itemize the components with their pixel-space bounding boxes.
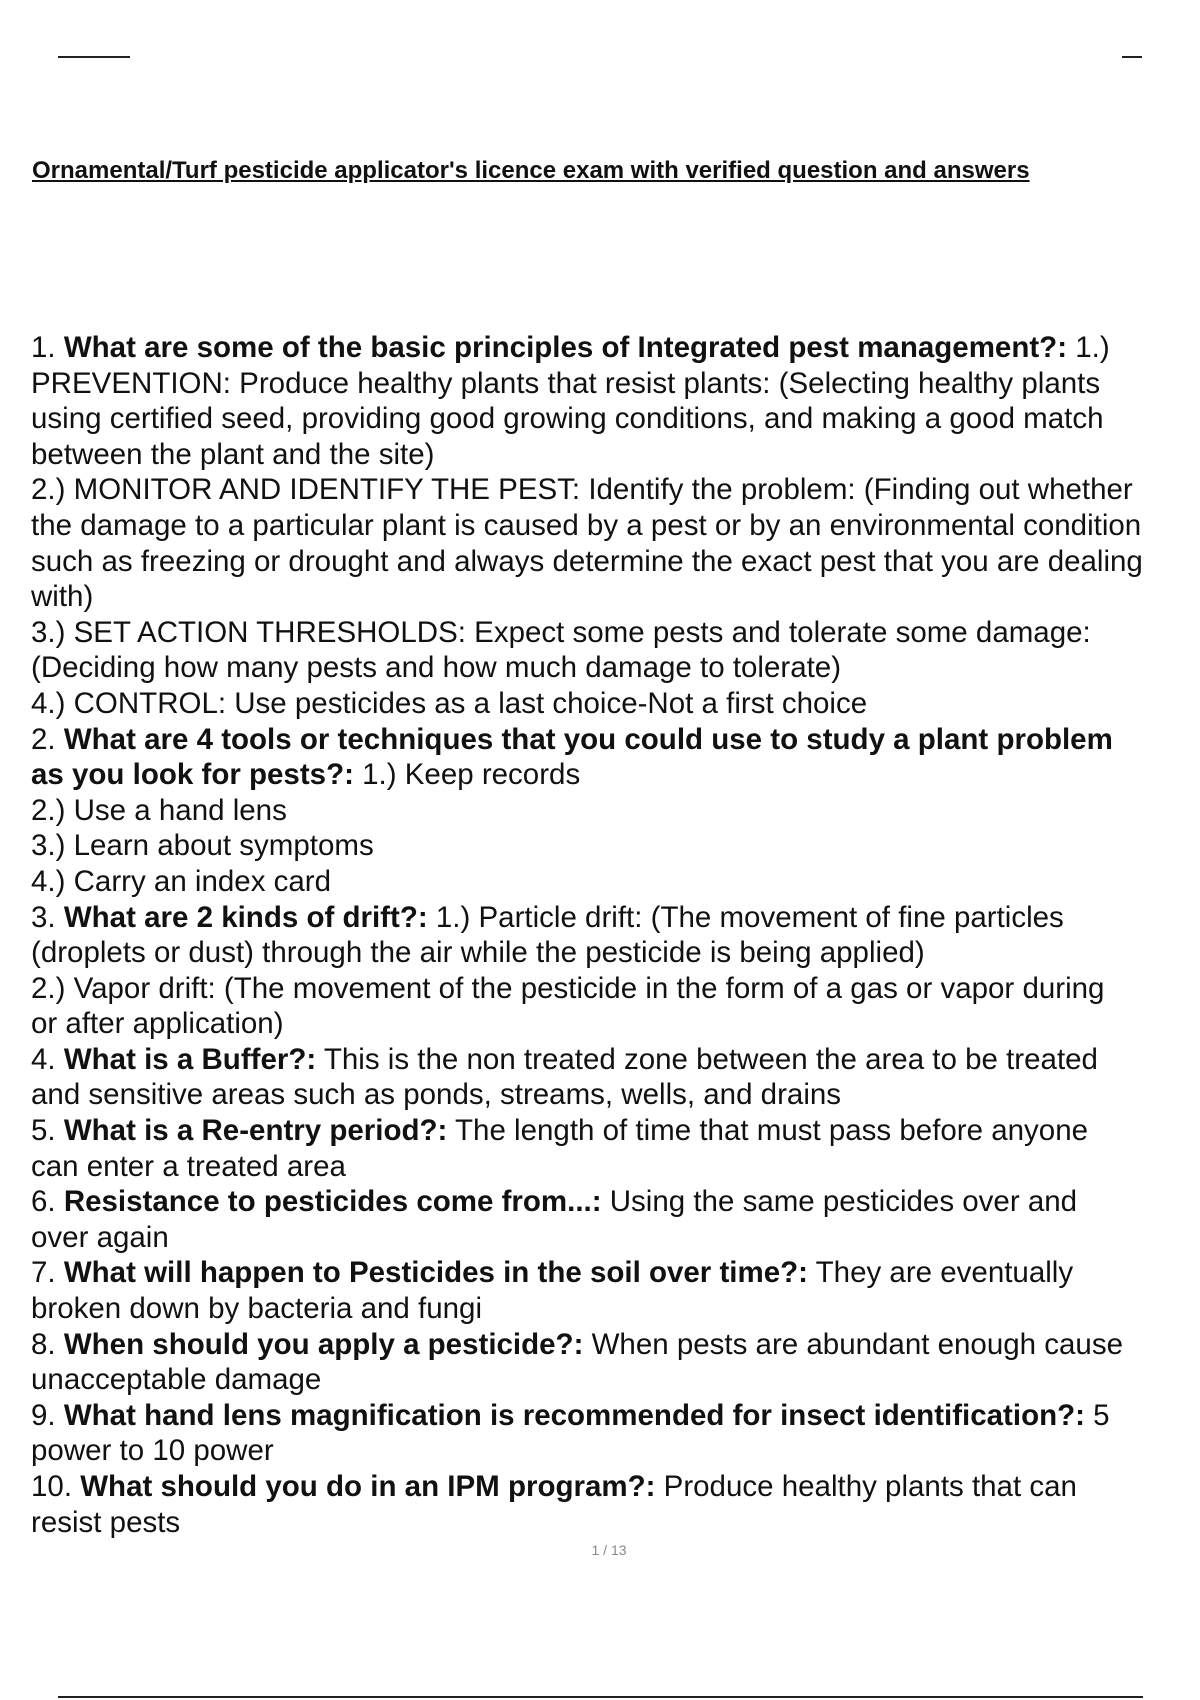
answer-text: PREVENTION: Produce healthy plants that resist plants: (Selecting healthy plants [31,366,1101,400]
question-text: What are some of the basic principles of Integrated pest management?: [63,331,1068,364]
answer-text: resist pests [31,1505,181,1539]
question-text: What is a Re-entry period?: [63,1114,448,1148]
text-line [31,472,1200,508]
text-line [31,1006,1200,1042]
answer-text: Produce healthy plants that can [655,1470,1077,1503]
text-line [31,686,1200,722]
text-line [31,828,1200,864]
text-line [31,935,1200,971]
text-line [31,544,1200,580]
answer-text: using certified seed, providing good growing conditions, and making a good match [31,402,1104,436]
text-line [31,722,1200,758]
text-line [31,1327,1200,1363]
answer-text: 4.) CONTROL: Use pesticides as a last choice-Not a first choice [31,686,868,720]
text-line [31,650,1200,686]
text-line [31,757,1200,793]
item-number: 9. [31,1398,64,1432]
answer-text: Using the same pesticides over and [601,1185,1078,1219]
item-number: 10. [31,1470,81,1503]
question-text: What hand lens magnification is recommended for insect identification?: [63,1398,1085,1432]
text-line [31,401,1200,437]
answer-text: The length of time that must pass before anyone [447,1114,1089,1148]
item-number: 6. [31,1185,64,1219]
answer-text: (Deciding how many pests and how much damage to tolerate) [31,651,842,685]
item-number: 7. [31,1256,64,1290]
item-number: 8. [31,1327,64,1361]
answer-text: with) [31,580,94,614]
question-text: What should you do in an IPM program?: [80,1470,656,1503]
answer-text: 4.) Carry an index card [31,864,332,898]
question-text: What will happen to Pesticides in the soil over time?: [63,1256,808,1290]
answer-text: broken down by bacteria and fungi [31,1292,482,1326]
answer-text: power to 10 power [31,1434,274,1468]
top-rule-left [58,56,130,58]
text-line [31,1042,1200,1078]
question-text: as you look for pests?: [31,758,354,792]
item-number: 1. [31,331,64,364]
question-text: What is a Buffer?: [63,1042,317,1076]
text-line [31,579,1200,615]
answer-text: such as freezing or drought and always determine the exact pest that you are dealing [31,544,1143,578]
bottom-rule [58,1696,1143,1698]
answer-text: or after application) [31,1007,284,1041]
text-line [31,971,1200,1007]
answer-text: the damage to a particular plant is caused by a pest or by an environmental condition [31,508,1142,542]
document-title: Ornamental/Turf pesticide applicator's licence exam with verified question and answers [32,157,1030,184]
text-line [31,1398,1200,1434]
answer-text: This is the non treated zone between the area to be treated [316,1042,1098,1076]
answer-text: 1.) Keep records [353,758,581,792]
answer-text: can enter a treated area [31,1149,346,1183]
answer-text: between the plant and the site) [31,437,435,471]
answer-text: 3.) SET ACTION THRESHOLDS: Expect some pests and tolerate some damage: [31,615,1091,649]
item-number: 2. [31,722,64,756]
text-line [31,615,1200,651]
text-line [31,1362,1200,1398]
text-line [31,864,1200,900]
answer-text: 2.) Vapor drift: (The movement of the pesticide in the form of a gas or vapor during [31,971,1105,1005]
answer-text: 2.) MONITOR AND IDENTIFY THE PEST: Identify the problem: (Finding out whether [31,473,1133,507]
item-number: 4. [31,1042,64,1076]
item-number: 5. [31,1114,64,1148]
text-line [31,330,1200,366]
answer-text: 2.) Use a hand lens [31,793,287,827]
text-line [31,1505,1200,1541]
text-line [31,1433,1200,1469]
answer-text: and sensitive areas such as ponds, streams, wells, and drains [31,1078,842,1112]
question-text: When should you apply a pesticide?: [63,1327,584,1361]
text-line [31,437,1200,473]
text-line [31,1113,1200,1149]
text-line [31,1255,1200,1291]
text-line [31,1469,1200,1505]
item-number: 3. [31,900,64,934]
answer-text: When pests are abundant enough cause [583,1327,1123,1361]
text-line [31,508,1200,544]
answer-text: 1.) [1067,331,1110,364]
answer-text: 1.) Particle drift: (The movement of fine particles [427,900,1064,934]
question-text: What are 2 kinds of drift?: [63,900,428,934]
text-line [31,1220,1200,1256]
answer-text: over again [31,1220,169,1254]
answer-text: 5 [1084,1398,1110,1432]
text-line [31,1077,1200,1113]
question-text: Resistance to pesticides come from...: [63,1185,602,1219]
answer-text: They are eventually [807,1256,1074,1290]
page-number: 1 / 13 [591,1542,627,1558]
text-line [31,1184,1200,1220]
answer-text: unacceptable damage [31,1363,322,1397]
text-line [31,1291,1200,1327]
question-text: What are 4 tools or techniques that you could use to study a plant problem [63,722,1113,756]
text-line [31,793,1200,829]
text-line [31,1149,1200,1185]
text-line [31,900,1200,936]
answer-text: (droplets or dust) through the air while the pesticide is being applied) [31,936,925,970]
qa-content [31,330,1200,1540]
top-rule-right [1122,56,1142,58]
answer-text: 3.) Learn about symptoms [31,829,374,863]
text-line [31,366,1200,402]
